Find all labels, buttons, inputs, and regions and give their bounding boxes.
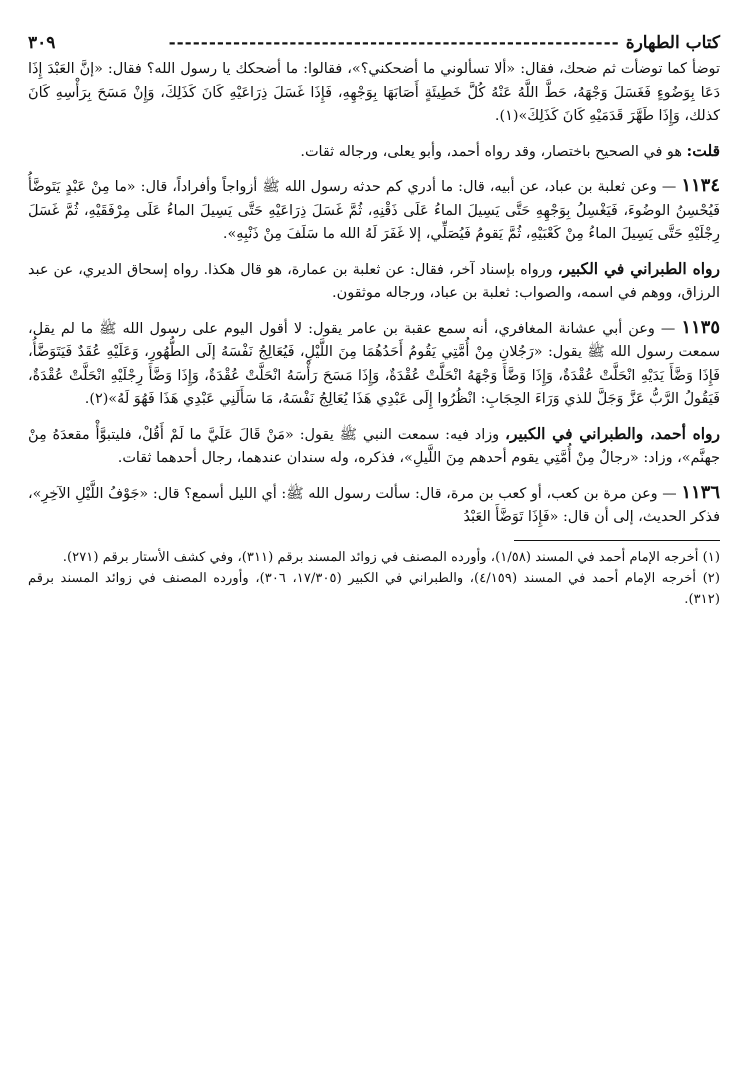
hadith-continuation: توضأ كما توضأت ثم ضحك، فقال: «ألا تسألوني ما أضحكني؟»، فقالوا: ما أضحكك يا رسول الله؟ فقال: «إنَّ العَبْدَ إِذَا دَعَا بِوَضُوءٍ فَغَسَلَ وَجْهَهُ، حَطَّ اللَّهُ عَنْهُ كُلَّ خَطِيئَةٍ أَصَابَهَا بِوَجْهِهِ، فَإِذَا غَسَلَ ذِرَاعَيْهِ كَانَ كَذَلِكَ، وَإِنْ مَسَحَ بِرَأْسِهِ كَانَ كذلك، وَإِذَا طَهَّرَ قَدَمَيْهِ كَانَ كَذَلِكَ»(١).: [28, 61, 720, 124]
header-dashes: --------------------------------------------------------: [168, 33, 620, 53]
commentary-text: ورواه بإسناد آخر، فقال: عن ثعلبة بن عمارة، هو قال هكذا. رواه إسحاق الديري، عن عبد الرزاق، ووهم في اسمه، والصواب: ثعلبة بن عباد، ورجاله موثقون.: [28, 261, 720, 301]
page: [28, 28, 720, 610]
commentary-text: وزاد فيه: سمعت النبي ﷺ يقول: «مَنْ قَالَ عَلَيَّ ما لَمْ أَقُلْ، فليتبوَّأْ مقعدَهُ مِنْ جهنَّم»، وزاد: «رجالٌ مِنْ أُمَّتِي يقوم أحدهم مِنَ اللَّيلِ»، فذكره، وله سندان عندهما، رجال أحدهما ثقات.: [28, 426, 720, 466]
commentary-text: هو في الصحيح باختصار، وقد رواه أحمد، وأبو يعلى، ورجاله ثقات.: [300, 143, 687, 160]
hadith-text: — وعن ثعلبة بن عباد، عن أبيه، قال: ما أدري كم حدثه رسول الله ﷺ أزواجاً وأفراداً، قال: «ما مِنْ عَبْدٍ يَتَوضَّأُ فَيُحْسِنُ الوضُوءَ، فَيَغْسِلُ بِوَجْهِهِ حَتَّى يَسِيلَ الماءُ عَلَى ذَقْنِهِ، ثُمَّ غَسَلَ ذِرَاعَيْهِ حَتَّى يَسِيلَ الماءُ عَلَى مِرْفَقَيْهِ، ثُمَّ غَسَلَ رِجْلَيْهِ حَتَّى يَسِيلَ الماءُ مِنْ كَعْبَيْهِ، ثُمَّ يَقومُ فَيُصَلِّي، إلا غَفَرَ لَهُ الله ما سَلَفَ مِنْ ذَنْبِهِ».: [28, 179, 720, 242]
hadith-paragraph: [28, 316, 720, 412]
footnote: (١) أخرجه الإمام أحمد في المسند (١/٥٨)، وأورده المصنف في زوائد المسند برقم (٣١١)، وفي كشف الأستار برقم (٢٧١).: [62, 549, 720, 565]
hadith-number: ١١٣٦: [681, 481, 720, 503]
hadith-paragraph: [28, 174, 720, 247]
commentary-lead: قلت:: [686, 140, 720, 160]
book-title: كتاب الطهارة: [625, 33, 720, 53]
footnote-separator: [514, 540, 720, 541]
hadith-number: ١١٣٤: [681, 175, 720, 196]
commentary-paragraph: [28, 422, 720, 471]
commentary-lead: رواه الطبراني في الكبير،: [557, 258, 720, 278]
commentary-paragraph: [28, 139, 720, 165]
hadith-number: ١١٣٥: [681, 316, 720, 338]
footnote: (٢) أخرجه الإمام أحمد في المسند (٤/١٥٩)، والطبراني في الكبير (١٧/٣٠٥، ٣٠٦)، وأورده المصنف في زوائد المسند برقم (٣١٢).: [28, 570, 721, 607]
commentary-paragraph: [28, 257, 720, 306]
hadith-paragraph: [28, 481, 720, 530]
running-header: [28, 28, 720, 58]
hadith-text: — وعن أبي عشانة المغافري، أنه سمع عقبة بن عامر يقول: لا أقول اليوم على رسول الله ﷺ ما لم يقل، سمعت رسول الله ﷺ يقول: «رَجُلانِ مِنْ أُمَّتِي يَقُومُ أَحَدُهُمَا مِنَ اللَّيْلِ، فَيُعَالِجُ نَفْسَهُ إلَى الطُّهُورِ، وَعَلَيْهِ عُقَدٌ فَيَتَوَضَّأُ، فَإِذَا وَضَّأَ يَدَيْهِ انْحَلَّتْ عُقْدَةٌ، وَإِذَا وَضَّأَ وَجْهَهُ انْحَلَّتْ عُقْدَةٌ، وَإِذَا مَسَحَ رَأْسَهُ انْحَلَّتْ عُقْدَةٌ، وَإِذَا وَضَّأَ رِجْلَيْهِ انْحَلَّتْ عُقْدَةٌ، فَيَقُولُ الرَّبُّ عَزَّ وَجَلَّ للذي وَرَاءَ الحِجَابِ: انْظُرُوا إِلَى عَبْدِي هَذَا يُعَالِجُ نَفْسَهُ، مَا سَأَلَنِي عَبْدِي هَذَا فَهُوَ لَهُ»(٢).: [28, 320, 720, 407]
hadith-text: — وعن مرة بن كعب، أو كعب بن مرة، قال: سألت رسول الله ﷺ: أي الليل أسمع؟ قال: «جَوْفُ اللَّيْلِ الآخِرِ»، فذكر الحديث، إلى أن قال: «فَإِذَا تَوَضَّأَ العَبْدُ: [28, 485, 720, 525]
commentary-lead: رواه أحمد، والطبراني في الكبير،: [504, 423, 720, 443]
page-number: ٣٠٩: [28, 33, 56, 53]
